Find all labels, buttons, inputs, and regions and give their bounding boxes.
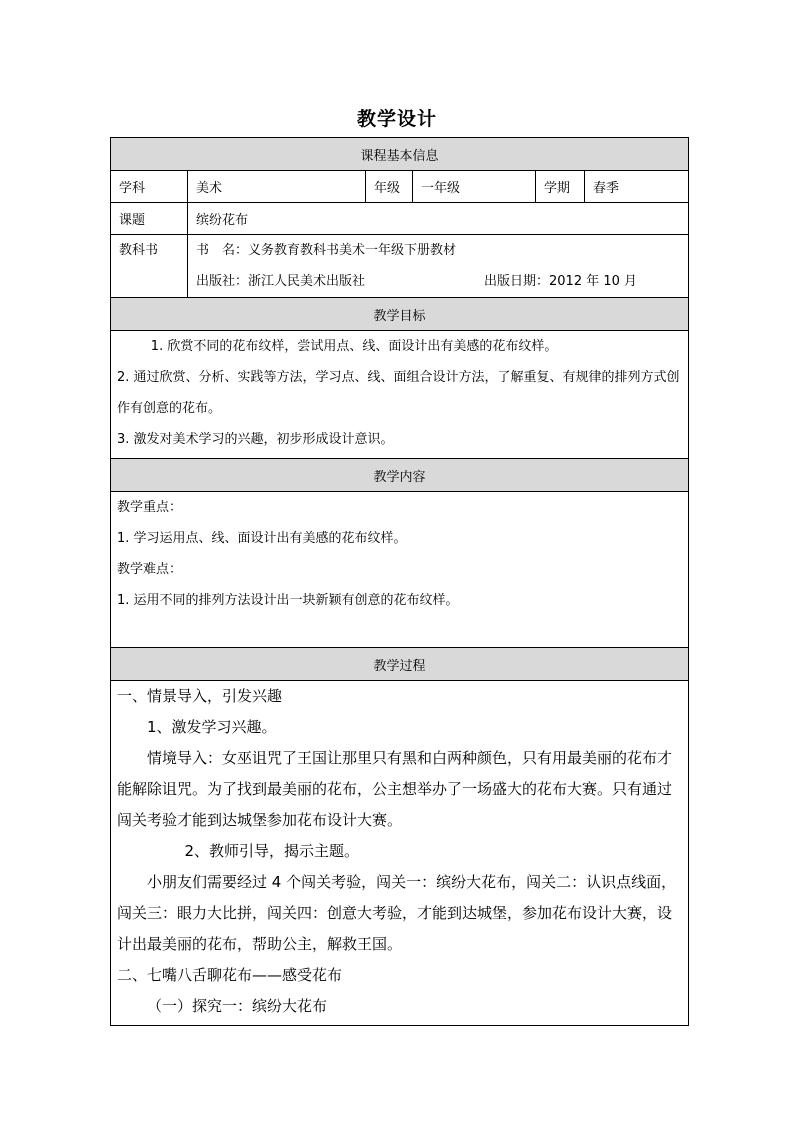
grade-label: 年级: [366, 171, 413, 203]
process-paragraph: 1、激发学习兴趣。: [147, 718, 277, 736]
topic-value: 缤纷花布: [188, 203, 689, 235]
objective-item: 1. 欣赏不同的花布纹样，尝试用点、线、面设计出有美感的花布纹样。: [150, 339, 558, 354]
process-paragraph: 二、七嘴八舌聊花布——感受花布: [117, 966, 343, 984]
key-points-label: 教学重点：: [117, 500, 183, 515]
topic-label: 课题: [111, 203, 188, 235]
grade-value: 一年级: [413, 171, 536, 203]
lesson-plan-table: [110, 137, 689, 1026]
section-header-basic-info: 课程基本信息: [111, 138, 689, 171]
objectives-body: [111, 331, 689, 459]
content-body: [111, 492, 689, 648]
process-body: [111, 681, 689, 1026]
process-paragraph: 情境导入：女巫诅咒了王国让那里只有黑和白两种颜色，只有用最美丽的花布才能解除诅咒。为了找到最美丽的花布，公主想举办了一场盛大的花布大赛。只有通过闯关考验才能到达城堡参加花布设计大赛。: [117, 749, 673, 829]
key-point-item: 1. 学习运用点、线、面设计出有美感的花布纹样。: [117, 531, 407, 546]
section-header-process: 教学过程: [111, 648, 689, 681]
process-paragraph: （一）探究一：缤纷大花布: [147, 997, 328, 1015]
textbook-book-name: 书 名：义务教育教科书美术一年级下册教材: [196, 243, 457, 258]
textbook-publisher-row: [188, 266, 688, 297]
textbook-pub-date: 出版日期：2012 年 10 月: [484, 274, 638, 289]
process-paragraph: 2、教师引导，揭示主题。: [184, 842, 360, 860]
objective-item: 2. 通过欣赏、分析、实践等方法，学习点、线、面组合设计方法，了解重复、有规律的排列方式创作有创意的花布。: [117, 370, 680, 416]
textbook-publisher: 出版社：浙江人民美术出版社: [196, 274, 366, 289]
section-header-objectives: 教学目标: [111, 298, 689, 331]
textbook-info: [188, 235, 689, 298]
textbook-label: 教科书: [111, 235, 188, 298]
objective-item: 3. 激发对美术学习的兴趣，初步形成设计意识。: [117, 432, 394, 447]
subject-value: 美术: [188, 171, 366, 203]
subject-label: 学科: [111, 171, 188, 203]
section-header-content: 教学内容: [111, 459, 689, 492]
difficulty-label: 教学难点：: [117, 562, 183, 577]
term-value: 春季: [585, 171, 689, 203]
document-title: 教学设计: [356, 108, 437, 130]
difficulty-item: 1. 运用不同的排列方法设计出一块新颖有创意的花布纹样。: [117, 593, 459, 608]
process-paragraph: 小朋友们需要经过 4 个闯关考验，闯关一：缤纷大花布，闯关二：认识点线面，闯关三：眼力大比拼，闯关四：创意大考验，才能到达城堡，参加花布设计大赛，设计出最美丽的花布，帮助公主，解救王国。: [117, 873, 677, 953]
process-paragraph: 一、情景导入，引发兴趣: [117, 687, 283, 705]
term-label: 学期: [536, 171, 585, 203]
